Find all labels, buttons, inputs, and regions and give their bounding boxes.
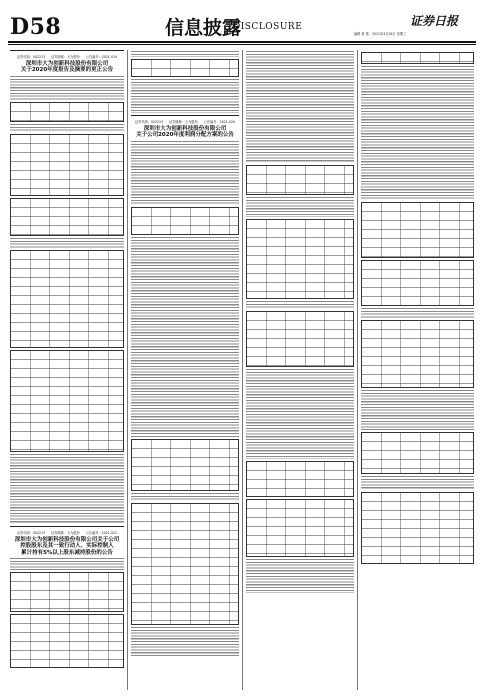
text-block	[10, 558, 124, 570]
stock-code: 证券代码：002213	[16, 55, 46, 59]
stock-code: 证券代码：002213	[134, 120, 164, 124]
text-block	[131, 627, 239, 657]
data-table	[10, 614, 124, 668]
column-3	[246, 50, 354, 690]
text-block	[361, 308, 474, 318]
page-number: D58	[10, 14, 62, 40]
stock-name: 证券简称：大为股份	[51, 530, 80, 535]
notice-3	[10, 526, 124, 556]
data-table	[10, 198, 124, 236]
text-block	[361, 390, 474, 430]
text-block	[131, 79, 239, 113]
header-rule-thin	[8, 44, 476, 45]
text-block	[246, 559, 354, 593]
text-block	[361, 476, 474, 490]
data-table	[131, 59, 239, 77]
column-divider	[357, 50, 358, 690]
notice-2	[131, 115, 239, 139]
column-divider	[242, 50, 243, 690]
text-block	[246, 51, 354, 163]
masthead	[0, 0, 484, 44]
text-block	[246, 197, 354, 217]
text-block	[131, 141, 239, 205]
notice-1-title: 深圳市大为创新科技股份有限公司 关于2020年度报告及摘要的更正公告	[20, 61, 114, 74]
header-rule	[8, 41, 476, 43]
text-block	[246, 301, 354, 309]
text-block	[10, 454, 124, 524]
column-2	[131, 50, 239, 690]
newspaper-logo: 证券日报	[410, 14, 459, 28]
notice-number: 公告编号：2021-020	[203, 120, 236, 124]
text-block	[10, 76, 124, 100]
notice-2-title: 深圳市大为创新科技股份有限公司 关于公司2020年度利润分配方案的公告	[136, 126, 234, 139]
notice-3-title: 深圳市大为创新科技股份有限公司关于公司 控股股东及其一致行动人、实际控制人 累计持有5%以上股东减持股份的公告	[14, 536, 120, 556]
notice-1-stock-line	[10, 54, 124, 59]
data-table	[10, 572, 124, 612]
data-table	[10, 102, 124, 122]
data-table	[131, 439, 239, 491]
data-table	[246, 461, 354, 497]
data-table	[10, 350, 124, 452]
data-table	[246, 219, 354, 299]
stock-name: 证券简称：大为股份	[169, 120, 198, 124]
text-block	[246, 369, 354, 459]
data-table	[10, 250, 124, 348]
text-block	[361, 66, 474, 200]
data-table	[361, 432, 474, 474]
data-table	[361, 202, 474, 258]
column-1	[10, 50, 124, 690]
data-table	[361, 320, 474, 388]
text-block	[131, 237, 239, 437]
notice-3-stock-line	[10, 530, 124, 535]
data-table	[361, 492, 474, 564]
data-table	[361, 52, 474, 64]
text-block	[131, 51, 239, 57]
data-table	[10, 134, 124, 196]
data-table	[246, 311, 354, 367]
data-table	[246, 165, 354, 195]
stock-code: 证券代码：002213	[16, 530, 46, 535]
data-table	[361, 260, 474, 306]
issue-meta: 编辑 蒋 蕾 2021年4月28日 星期三	[354, 32, 407, 36]
column-4	[361, 50, 474, 690]
notice-2-stock-line	[131, 119, 239, 124]
text-block	[10, 124, 124, 132]
data-table	[131, 207, 239, 235]
stock-name: 证券简称：大为股份	[51, 55, 80, 59]
section-title: 信息披露	[165, 17, 242, 39]
text-block	[131, 493, 239, 501]
data-table	[131, 503, 239, 625]
column-divider	[127, 50, 128, 690]
section-title-en: DISCLOSURE	[233, 22, 303, 32]
notice-1	[10, 50, 124, 74]
notice-number: 公告编号：2021-021	[85, 530, 118, 535]
notice-number: 公告编号：2021-019	[85, 55, 118, 59]
data-table	[246, 499, 354, 557]
text-block	[10, 238, 124, 248]
